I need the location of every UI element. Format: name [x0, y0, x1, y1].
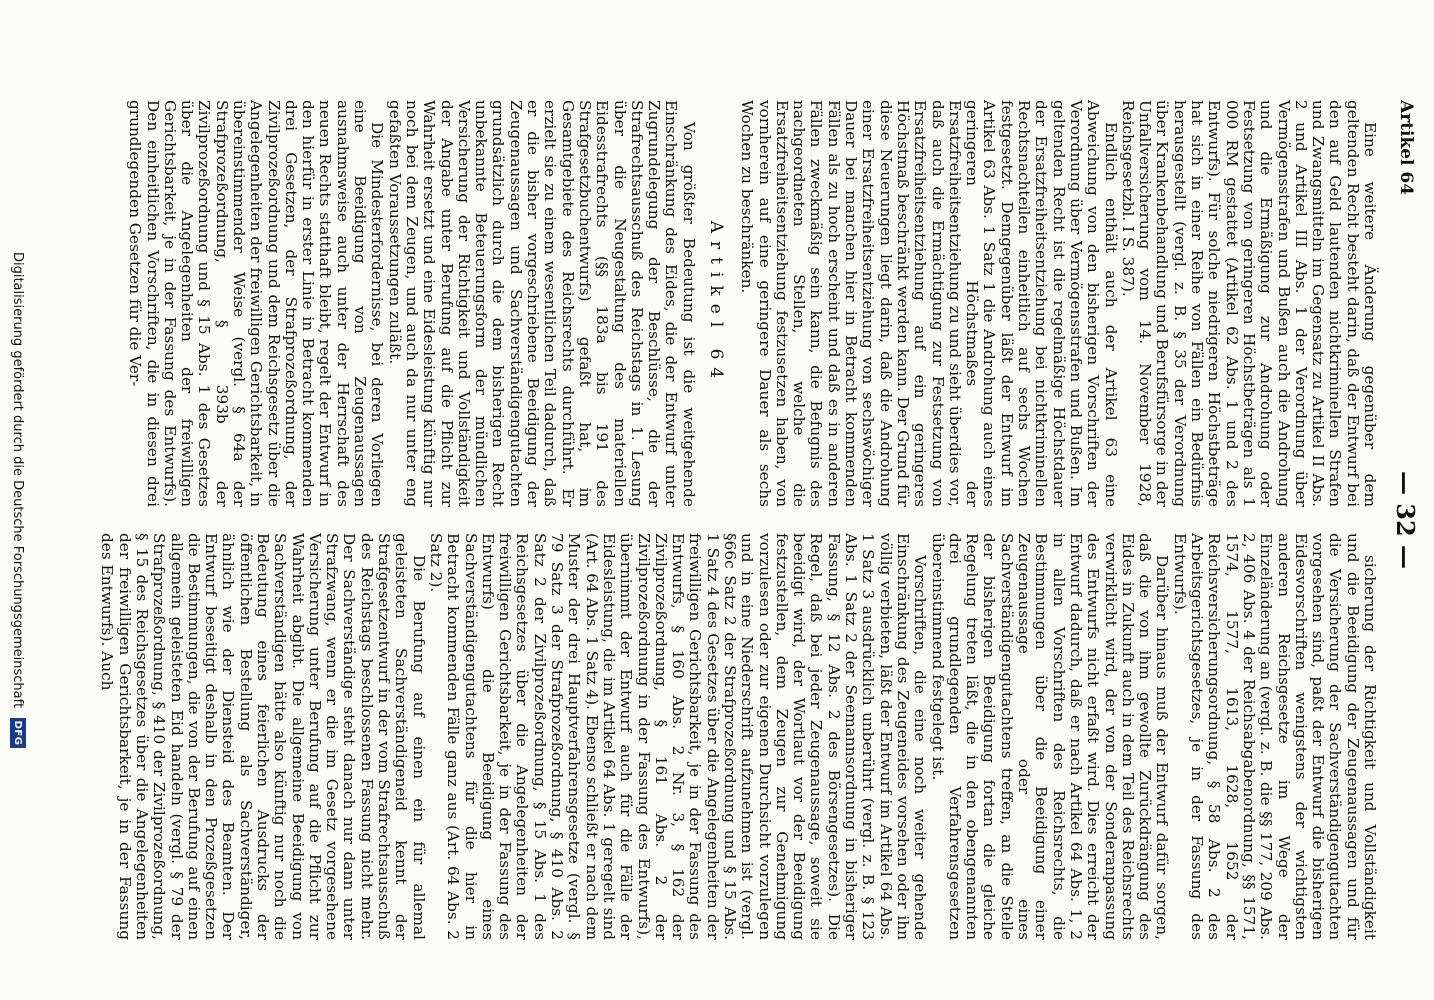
- paragraph: Endlich enthält auch der Artikel 63 eine Abweichung von den bisherigen Vorschriften der Verordnung über Vermögensstrafen und Bußen. Im geltenden Recht ist die regelmäßige Höchstdauer der Ersatzfreiheitsentziehung bei nichtkriminellen Rechtsnachteilen einheitlich auf sechs Wochen festgesetzt. Demgegenüber läßt der Entwurf im Artikel 63 Abs. 1 Satz 1 die Androhung auch eines geringeren Höchstmaßes der Ersatzfreiheitsentziehung zu und sieht überdies vor, daß auch die Ermächtigung zur Festsetzung von Ersatzfreiheitsentziehung auf ein geringeres Höchstmaß beschränkt werden kann. Der Grund für diese Neuerungen liegt darin, daß die Androhung einer Ersatzfreiheitsentziehung von sechswöchiger Dauer bei manchen hier in Betracht kommenden Fällen als zu hoch erscheint und daß es in anderen Fällen zweckmäßig sein kann, die Befugnis des nachgeordneten Stellen, welche die Ersatzfreiheitsentziehung festzusetzen haben, von vornherein auf eine geringere Dauer als sechs Wochen zu beschränken.: [738, 100, 1120, 507]
- paragraph: Darüber hinaus muß der Entwurf dafür sorgen, daß die von ihm gewollte Zurückdrängung des Eides in Zukunft auch in dem Teil des Reichsrechts verwirklicht wird, der von der Sonderanpassung des Entwurfs nicht erfaßt wird. Dies erreicht der Entwurf dadurch, daß er nach Artikel 64 Abs. 1, 2 in allen Vorschriften des Reichsrechts, die Bestimmungen über die Beeidigung einer Zeugenaussage oder eines Sachverständigengutachtens treffen, an die Stelle der bisherigen Beeidigung fortan die gleiche Regelung treten läßt, die in den obengenannten drei grundlegenden Verfahrensgesetzen übereinstimmend festgelegt ist.: [928, 533, 1172, 940]
- paragraph: Die Berufung auf einen ein für allemal geleisteten Sachverständigeneid kennt der Strafgesetzentwurf in der vom Strafrechtsausschuß des Reichstags beschlossenen Fassung nicht mehr. Der Sachverständige steht danach nur dann unter Strafzwang, wenn er die im Gesetz vorgesehene Versicherung unter Berufung auf die Pflicht zur Wahrheit abgibt. Die allgemeine Beeidigung von Sachverständigen hätte also künftig nur noch die Bedeutung eines feierlichen Ausdrucks der öffentlichen Bestellung als Sachverständiger, ähnlich wie der Diensteid des Beamten. Der Entwurf beseitigt deshalb in den Prozeßgesetzen die Bestimmungen, die von der Berufung auf einen allgemein geleisteten Eid handeln (vergl. § 79 der Strafprozeßordnung, § 410 der Zivilprozeßordnung, § 15 des Reichsgesetzes über die Angelegenheiten der freiwilligen Gerichtsbarkeit, je in der Fassung des Entwurfs). Auch: [98, 533, 428, 940]
- paragraph: Von größter Bedeutung ist die weitgehende Einschränkung des Eides, die der Entwurf unter Zugrundelegung der Beschlüsse, die der Strafrechtsausschuß des Reichstags in 1. Lesung über die Neugestaltung des materiellen Eidesstrafrechts (§§ 183a bis 191 des Strafgesetzbuchentwurfs) gefaßt hat, im Gesamtgebiete des Reichsrechts durchführt. Er erzielt sie zu einem wesentlichen Teil dadurch, daß er die bisher vorgeschriebene Beeidigung der Zeugenaussagen und Sachverständigengutachten grundsätzlich durch die dem bisherigen Recht unbekannte Beteuerungsform der mündlichen Versicherung der Richtigkeit und Vollständigkeit der Angabe unter Berufung auf die Pflicht zur Wahrheit ersetzt und eine Eidesleistung künftig nur noch bei dem Zeugen, und auch da nur unter eng gefaßten Voraussetzungen zuläßt.: [385, 100, 698, 507]
- paragraph: sicherung der Richtigkeit und Vollständigkeit und die Beeidigung der Zeugenaussagen und für die Versicherung der Sachverständigengutachten vorgesehen sind, paßt der Entwurf die bisherigen Eidesvorschriften wenigstens der wichtigsten anderen Reichsgesetze im Wege der Einzeländerung an (vergl. z. B. die §§ 177, 209 Abs. 2, 406 Abs. 4 der Reichsabgabenordnung, §§ 1571, 1574, 1577, 1613, 1628, 1652 der Reichsversicherungsordnung, § 58 Abs. 2 des Arbeitsgerichtsgesetzes, je in der Fassung des Entwurfs).: [1170, 533, 1379, 940]
- paragraph: Vorschriften, die eine noch weiter gehende Einschränkung des Zeugeneides vorsehen oder ihn völlig verbieten, läßt der Entwurf im Artikel 64 Abs. 1 Satz 3 ausdrücklich unberührt (vergl. z. B. § 123 Abs. 1 Satz 2 der Seemannsordnung in bisheriger Fassung, § 12 Abs. 2 des Börsengesetzes). Die Regel, daß bei jeder Zeugenaussage, soweit sie beeidigt wird, der Wortlaut vor der Beeidigung festzustellen, dem Zeugen zur Genehmigung vorzulesen oder zur eigenen Durchsicht vorzulegen und in eine Niederschrift aufzunehmen ist (vergl. §66c Satz 2 der Strafprozeßordnung und § 15 Abs. 1 Satz 4 des Gesetzes über die Angelegenheiten der freiwilligen Gerichtsbarkeit, je in der Fassung des Entwurfs, § 160 Abs. 2 Nr. 3, § 162 der Zivilprozeßordnung, § 161 Abs. 2 der Zivilprozeßordnung in der Fassung des Entwurfs), übernimmt der Entwurf auch für die Fälle der Eidesleistung, die im Artikel 64 Abs. 1 geregelt sind (Art. 64 Abs. 1 Satz 4). Ebenso schließt er nach dem Muster der drei Hauptverfahrensgesetze (vergl. § 79 Satz 3 der Strafprozeßordnung, § 410 Abs. 2 Satz 2 der Zivilprozeßordnung, § 15 Abs. 1 des Reichsgesetzes über die Angelegenheiten der freiwilligen Gerichtsbarkeit, je in der Fassung des Entwurfs) die Beeidigung eines Sachverständigengutachtens für die hier in Betracht kommenden Fälle ganz aus (Art. 64 Abs. 2 Satz 2).: [426, 533, 930, 940]
- funding-note: Digitalisierung gefördert durch die Deutsche Forschungsgemeinschaft: [10, 251, 26, 709]
- text-columns: [98, 100, 1379, 940]
- paragraph: Eine weitere Änderung gegenüber dem geltenden Recht besteht darin, daß der Entwurf bei den auf Geld lautenden nichtkriminellen Strafen und Zwangsmitteln im Gegensatz zu Artikel II Abs. 2 und Artikel III Abs. 1 der Verordnung über Vermögensstrafen und Bußen auch die Androhung und die Ermäßigung zur Androhung oder Festsetzung von geringeren Höchstbeträgen als 1 000 RM gestattet (Artikel 62 Abs. 1 und 2 des Entwurfs). Für solche niedrigeren Höchstbeträge hat sich in einer Reihe von Fällen ein Bedürfnis herausgestellt (vergl. z. B. § 35 der Verordnung über Krankenbehandlung und Berufsfürsorge in der Unfallversicherung vom 14. November 1928, Reichsgesetzbl. I S. 387).: [1118, 100, 1379, 507]
- right-column: [98, 533, 1379, 940]
- left-column: [126, 100, 1379, 507]
- section-heading: Artikel 64: [706, 220, 727, 387]
- page-number: — 32 —: [1391, 470, 1421, 570]
- digitization-footer: [0, 0, 36, 1000]
- paragraph: Die Mindesterfordernisse, bei deren Vorliegen eine Beeidigung von Zeugenaussagen ausnahmsweise auch unter der Herrschaft des neuen Rechts statthaft bleibt, regelt der Entwurf in den hierfür in erster Linie in Betracht kommenden drei Gesetzen, der Strafprozeßordnung, der Zivilprozeßordnung und dem Reichsgesetz über die Angelegenheiten der freiwilligen Gerichtsbarkeit, in übereinstimmender Weise (vergl. § 64a der Strafprozeßordnung, § 393b der Zivilprozeßordnung und § 15 Abs. 1 des Gesetzes über die Angelegenheiten der freiwilligen Gerichtsbarkeit, je in der Fassung des Entwurfs). Den einheitlichen Vorschriften, die in diesen drei grundlegenden Gesetzen für die Ver-: [126, 100, 387, 507]
- dfg-logo: DFG: [10, 718, 26, 748]
- page-header: [1386, 100, 1426, 940]
- running-head: Artikel 64: [1396, 100, 1416, 196]
